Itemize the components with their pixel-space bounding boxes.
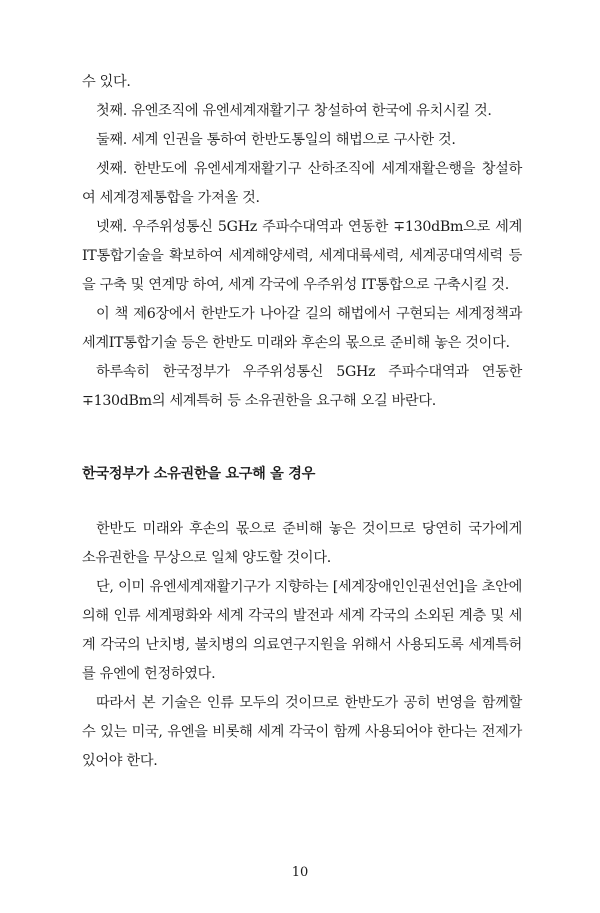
paragraph: 넷째. 우주위성통신 5GHz 주파수대역과 연동한 ∓130dBm으로 세계IT통합기술을 확보하여 세계해양세력, 세계대륙세력, 세계공대역세력 등을 구축 및 연계망 하여, 세계 각국에 우주위성 IT통합으로 구축시킬 것. [82, 219, 522, 293]
bottom-text-block [82, 515, 522, 776]
paragraph: 단, 이미 유엔세계재활기구가 지향하는 [세계장애인인권선언]을 초안에 의해 인류 세계평화와 세계 각국의 발전과 세계 각국의 소외된 계층 및 세계 각국의 난치병, 불치병의 의료연구지원을 위해서 사용되도록 세계특허를 유엔에 헌정하였다. [82, 579, 522, 682]
paragraph: 수 있다. [82, 74, 131, 90]
paragraph: 첫째. 유엔조직에 유엔세계재활기구 창설하여 한국에 유치시킬 것. [96, 103, 492, 119]
paragraph: 셋째. 한반도에 유엔세계재활기구 산하조직에 세계재활은행을 창설하여 세계경제통합을 가져올 것. [82, 161, 522, 206]
paragraph: 이 책 제6장에서 한반도가 나아갈 길의 해법에서 구현되는 세계정책과 세계IT통합기술 등은 한반도 미래와 후손의 몫으로 준비해 놓은 것이다. [82, 306, 522, 351]
top-text-block [82, 68, 522, 416]
paragraph: 둘째. 세계 인권을 통하여 한반도통일의 해법으로 구사한 것. [96, 132, 456, 148]
page-number: 10 [291, 865, 309, 880]
paragraph: 한반도 미래와 후손의 몫으로 준비해 놓은 것이므로 당연히 국가에게 소유권한을 무상으로 일체 양도할 것이다. [82, 521, 522, 566]
section-heading: 한국정부가 소유권한을 요구해 올 경우 [82, 466, 316, 482]
paragraph: 따라서 본 기술은 인류 모두의 것이므로 한반도가 공히 번영을 함께할 수 있는 미국, 유엔을 비롯해 세계 각국이 함께 사용되어야 한다는 전제가 있어야 한다. [82, 695, 522, 769]
paragraph: 하루속히 한국정부가 우주위성통신 5GHz 주파수대역과 연동한 ∓130dBm의 세계특허 등 소유권한을 요구해 오길 바란다. [82, 364, 522, 409]
